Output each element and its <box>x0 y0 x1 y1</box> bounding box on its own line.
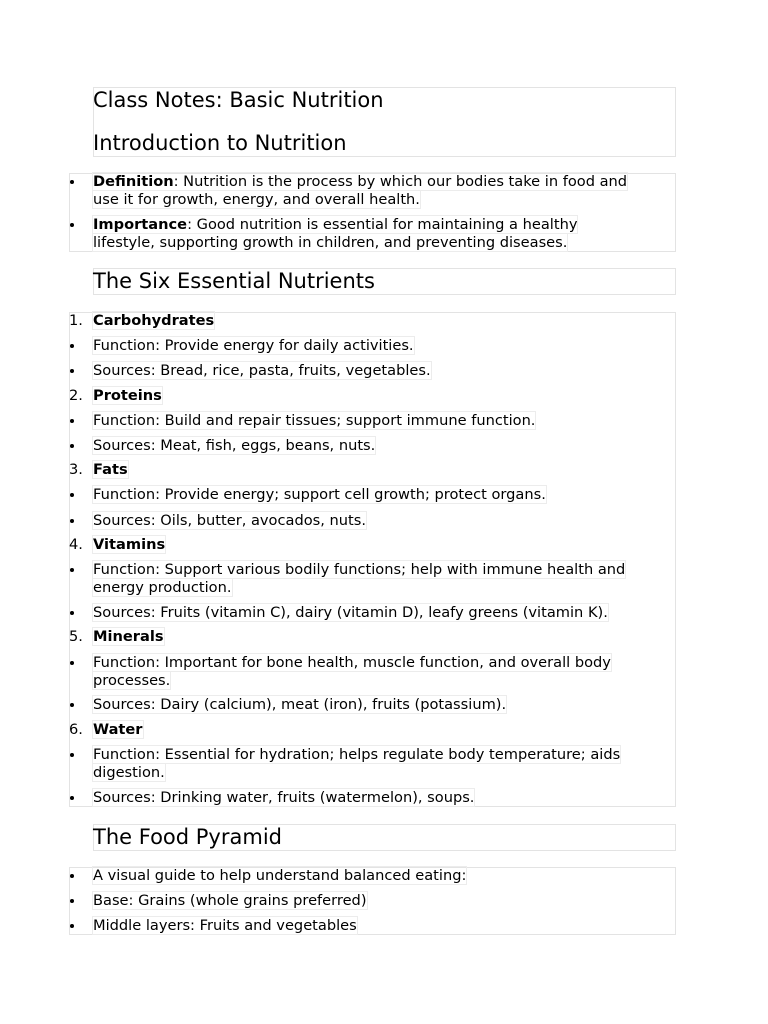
list-number: 3. <box>69 461 83 478</box>
bullet-marker <box>69 746 74 764</box>
bullet-marker <box>69 561 74 579</box>
nutrient-name: Vitamins <box>93 536 166 553</box>
list-number: 5. <box>69 628 83 645</box>
list-number: 2. <box>69 387 83 404</box>
list-item: Base: Grains (whole grains preferred) <box>93 892 367 909</box>
bullet-marker <box>69 892 74 910</box>
bullet-marker <box>69 337 74 355</box>
nutrient-function: Function: Provide energy for daily activities. <box>93 337 414 354</box>
nutrient-name: Water <box>93 721 143 738</box>
bullet-marker <box>69 789 74 807</box>
list-item-importance <box>93 216 668 252</box>
definition-text-continued: use it for growth, energy, and overall health. <box>93 191 420 208</box>
nutrient-name-water <box>93 721 668 739</box>
nutrient-name: Minerals <box>93 628 164 645</box>
nutrient-sources: Sources: Oils, butter, avocados, nuts. <box>93 512 366 529</box>
section-heading-nutrients: The Six Essential Nutrients <box>93 269 375 293</box>
definition-text: : Nutrition is the process by which our bodies take in food and <box>173 173 628 190</box>
nutrient-function: Function: Important for bone health, muscle function, and overall body processes. <box>93 654 611 689</box>
nutrient-name-minerals <box>93 628 668 646</box>
list-number: 4. <box>69 536 83 553</box>
nutrient-name: Carbohydrates <box>93 312 215 329</box>
nutrient-name-proteins <box>93 387 668 405</box>
nutrient-name: Proteins <box>93 387 162 404</box>
term-definition: Definition <box>93 173 174 190</box>
nutrient-sources: Sources: Meat, fish, eggs, beans, nuts. <box>93 437 376 454</box>
nutrient-sources: Sources: Drinking water, fruits (watermelon), soups. <box>93 789 475 806</box>
nutrient-name-fats <box>93 461 668 479</box>
list-item: Middle layers: Fruits and vegetables <box>93 917 357 934</box>
nutrient-function: Function: Provide energy; support cell growth; protect organs. <box>93 486 546 503</box>
nutrient-sources: Sources: Fruits (vitamin C), dairy (vitamin D), leafy greens (vitamin K). <box>93 604 608 621</box>
term-importance: Importance <box>93 216 188 233</box>
nutrient-sources: Sources: Dairy (calcium), meat (iron), fruits (potassium). <box>93 696 507 713</box>
bullet-marker <box>69 696 74 714</box>
bullet-marker <box>69 216 74 234</box>
bullet-marker <box>69 437 74 455</box>
nutrient-name: Fats <box>93 461 128 478</box>
bullet-marker <box>69 412 74 430</box>
list-item-definition <box>93 173 668 209</box>
bullet-marker <box>69 512 74 530</box>
list-number: 1. <box>69 312 83 329</box>
section-heading-food-pyramid: The Food Pyramid <box>93 825 282 849</box>
bullet-marker <box>69 173 74 191</box>
importance-text-continued: lifestyle, supporting growth in children, and preventing diseases. <box>93 234 568 251</box>
bullet-marker <box>69 654 74 672</box>
document-title: Class Notes: Basic Nutrition <box>93 88 384 112</box>
bullet-marker <box>69 917 74 935</box>
nutrient-function: Function: Essential for hydration; helps regulate body temperature; aids digestion. <box>93 746 621 781</box>
nutrient-name-carbohydrates <box>93 312 668 330</box>
nutrient-function: Function: Support various bodily functions; help with immune health and energy production. <box>93 561 626 596</box>
nutrient-name-vitamins <box>93 536 668 554</box>
section-heading-introduction: Introduction to Nutrition <box>93 131 347 155</box>
bullet-marker <box>69 362 74 380</box>
bullet-marker <box>69 604 74 622</box>
bullet-marker <box>69 486 74 504</box>
list-number: 6. <box>69 721 83 738</box>
importance-text: : Good nutrition is essential for maintaining a healthy <box>187 216 578 233</box>
list-item: A visual guide to help understand balanced eating: <box>93 867 467 884</box>
nutrient-function: Function: Build and repair tissues; support immune function. <box>93 412 536 429</box>
bullet-marker <box>69 867 74 885</box>
nutrient-sources: Sources: Bread, rice, pasta, fruits, vegetables. <box>93 362 431 379</box>
